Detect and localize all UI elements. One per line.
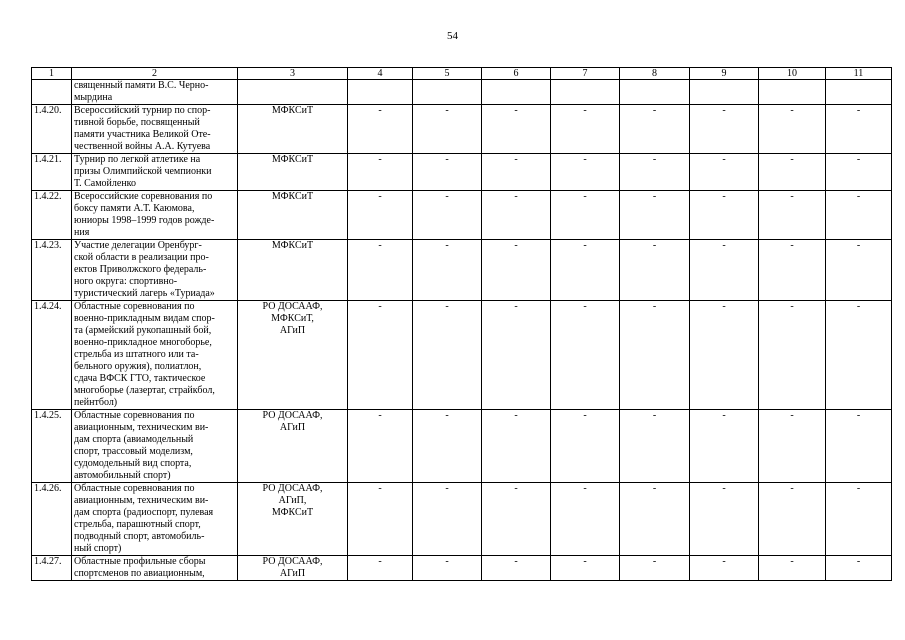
value-cell: -: [759, 105, 826, 154]
value-cell: -: [551, 556, 620, 581]
value-cell: -: [620, 240, 690, 301]
value-cell: -: [348, 556, 413, 581]
column-header: 5: [413, 68, 482, 80]
column-header: 9: [690, 68, 759, 80]
item-number-cell: [32, 80, 72, 105]
item-number-cell: 1.4.21.: [32, 154, 72, 191]
value-cell: -: [826, 154, 892, 191]
value-cell: -: [482, 556, 551, 581]
value-cell: -: [690, 240, 759, 301]
value-cell: -: [620, 105, 690, 154]
value-cell: -: [759, 556, 826, 581]
column-header: 2: [72, 68, 238, 80]
event-name-cell: священный памяти В.С. Черно- мырдина: [72, 80, 238, 105]
value-cell: -: [759, 410, 826, 483]
value-cell: -: [482, 483, 551, 556]
organizer-cell: МФКСиТ: [238, 240, 348, 301]
column-header: 10: [759, 68, 826, 80]
value-cell: -: [551, 410, 620, 483]
column-header: 3: [238, 68, 348, 80]
value-cell: -: [482, 154, 551, 191]
value-cell: -: [826, 301, 892, 410]
value-cell: -: [551, 301, 620, 410]
column-header: 6: [482, 68, 551, 80]
organizer-cell: РО ДОСААФ, АГиП: [238, 556, 348, 581]
value-cell: -: [551, 154, 620, 191]
value-cell: -: [482, 191, 551, 240]
item-number-cell: 1.4.23.: [32, 240, 72, 301]
value-cell: -: [690, 556, 759, 581]
value-cell: -: [759, 154, 826, 191]
column-number-row: [32, 68, 892, 80]
value-cell: -: [690, 483, 759, 556]
table-row: [32, 191, 892, 240]
column-header: 1: [32, 68, 72, 80]
value-cell: -: [348, 410, 413, 483]
value-cell: [690, 80, 759, 105]
value-cell: -: [690, 154, 759, 191]
column-header: 8: [620, 68, 690, 80]
table-row: [32, 301, 892, 410]
value-cell: -: [551, 105, 620, 154]
column-header: 4: [348, 68, 413, 80]
column-header: 11: [826, 68, 892, 80]
event-name-cell: Областные соревнования по авиационным, техническим ви- дам спорта (радиоспорт, пулевая стрельба, парашютный спорт, подводный спорт, автомобиль- ный спорт): [72, 483, 238, 556]
value-cell: -: [413, 154, 482, 191]
value-cell: -: [826, 410, 892, 483]
value-cell: -: [482, 410, 551, 483]
table-row: [32, 240, 892, 301]
value-cell: -: [826, 556, 892, 581]
item-number-cell: 1.4.24.: [32, 301, 72, 410]
organizer-cell: МФКСиТ: [238, 105, 348, 154]
value-cell: -: [759, 301, 826, 410]
column-header: 7: [551, 68, 620, 80]
organizer-cell: РО ДОСААФ, МФКСиТ, АГиП: [238, 301, 348, 410]
value-cell: -: [826, 105, 892, 154]
value-cell: [620, 80, 690, 105]
organizer-cell: РО ДОСААФ, АГиП: [238, 410, 348, 483]
value-cell: -: [413, 483, 482, 556]
value-cell: -: [690, 301, 759, 410]
value-cell: -: [413, 191, 482, 240]
item-number-cell: 1.4.25.: [32, 410, 72, 483]
value-cell: [413, 80, 482, 105]
value-cell: -: [413, 410, 482, 483]
value-cell: -: [413, 301, 482, 410]
value-cell: -: [348, 240, 413, 301]
table-row: [32, 556, 892, 581]
event-name-cell: Всероссийские соревнования по боксу памяти А.Т. Каюмова, юниоры 1998–1999 годов рожде- ния: [72, 191, 238, 240]
value-cell: -: [690, 191, 759, 240]
value-cell: -: [413, 105, 482, 154]
value-cell: -: [348, 105, 413, 154]
value-cell: -: [551, 240, 620, 301]
value-cell: -: [348, 301, 413, 410]
value-cell: [482, 80, 551, 105]
organizer-cell: МФКСиТ: [238, 191, 348, 240]
table-row: [32, 410, 892, 483]
value-cell: -: [620, 154, 690, 191]
table-row: [32, 483, 892, 556]
event-name-cell: Турнир по легкой атлетике на призы Олимпийской чемпионки Т. Самойленко: [72, 154, 238, 191]
organizer-cell: [238, 80, 348, 105]
value-cell: -: [826, 240, 892, 301]
value-cell: [759, 80, 826, 105]
organizer-cell: МФКСиТ: [238, 154, 348, 191]
value-cell: -: [482, 301, 551, 410]
plan-table: [31, 67, 892, 581]
value-cell: -: [551, 191, 620, 240]
item-number-cell: 1.4.26.: [32, 483, 72, 556]
value-cell: -: [759, 191, 826, 240]
value-cell: -: [551, 483, 620, 556]
value-cell: -: [413, 556, 482, 581]
event-name-cell: Участие делегации Оренбург- ской области в реализации про- ектов Приволжского федераль- ного округа: спортивно- туристический лагерь «Туриада»: [72, 240, 238, 301]
value-cell: -: [826, 483, 892, 556]
table-row: [32, 105, 892, 154]
value-cell: -: [620, 556, 690, 581]
value-cell: [551, 80, 620, 105]
value-cell: -: [620, 191, 690, 240]
table-row: [32, 154, 892, 191]
value-cell: -: [826, 191, 892, 240]
event-name-cell: Областные профильные сборы спортсменов по авиационным,: [72, 556, 238, 581]
value-cell: -: [482, 240, 551, 301]
value-cell: -: [690, 410, 759, 483]
value-cell: [348, 80, 413, 105]
item-number-cell: 1.4.27.: [32, 556, 72, 581]
value-cell: -: [413, 240, 482, 301]
item-number-cell: 1.4.22.: [32, 191, 72, 240]
table-row: [32, 80, 892, 105]
value-cell: -: [348, 154, 413, 191]
value-cell: -: [759, 240, 826, 301]
value-cell: -: [482, 105, 551, 154]
event-name-cell: Областные соревнования по авиационным, техническим ви- дам спорта (авиамодельный спорт, трассовый моделизм, судомодельный вид спорта, автомобильный спорт): [72, 410, 238, 483]
value-cell: [826, 80, 892, 105]
value-cell: -: [759, 483, 826, 556]
organizer-cell: РО ДОСААФ, АГиП, МФКСиТ: [238, 483, 348, 556]
page-number: 54: [447, 30, 458, 42]
item-number-cell: 1.4.20.: [32, 105, 72, 154]
value-cell: -: [348, 483, 413, 556]
value-cell: -: [348, 191, 413, 240]
event-name-cell: Всероссийский турнир по спор- тивной борьбе, посвященный памяти участника Великой Оте- чественной войны А.А. Кутуева: [72, 105, 238, 154]
value-cell: -: [690, 105, 759, 154]
value-cell: -: [620, 410, 690, 483]
event-name-cell: Областные соревнования по военно-прикладным видам спор- та (армейский рукопашный бой, военно-прикладное многоборье, стрельба из штатного или та- бельного оружия), полиатлон, сдача ВФСК ГТО, тактическое многоборье (лазертаг, страйкбол, пейнтбол): [72, 301, 238, 410]
value-cell: -: [620, 483, 690, 556]
value-cell: -: [620, 301, 690, 410]
